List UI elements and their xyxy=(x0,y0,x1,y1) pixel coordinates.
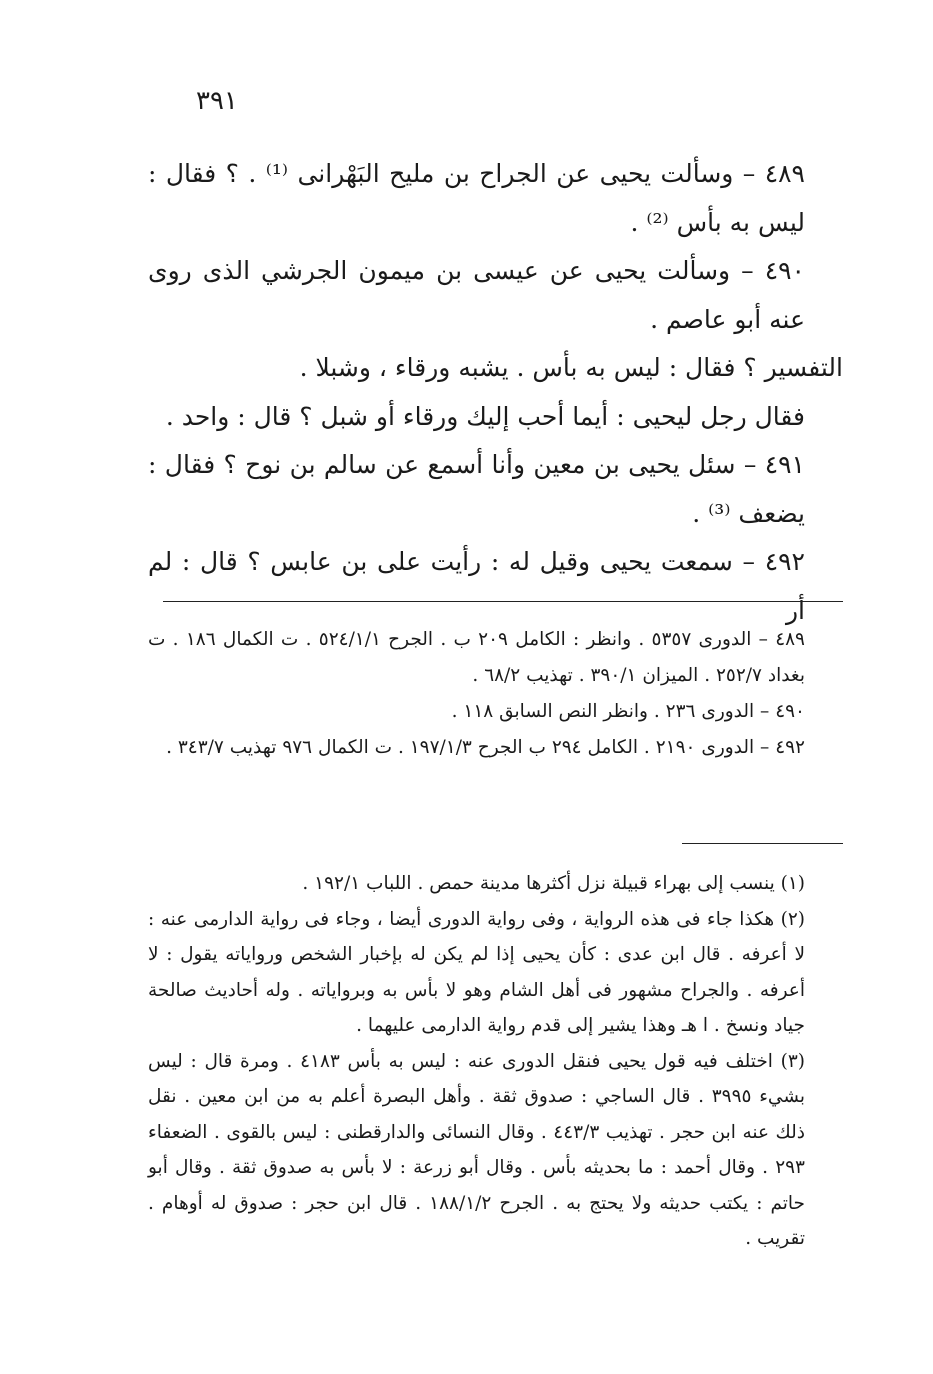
page-number: ٣٩١ xyxy=(196,86,238,116)
entry-491: ٤٩١ – سئل يحيى بن معين وأنا أسمع عن سالم بن نوح ؟ فقال : يضعف ⁽³⁾ . xyxy=(148,450,805,528)
footnote-1: (١) ينسب إلى بهراء قبيلة نزل أكثرها مدينة حمص . اللباب ١٩٢/١ . xyxy=(302,873,805,894)
reference-492: ٤٩٢ – الدورى ٢١٩٠ . الكامل ٢٩٤ ب الجرح ١٩٧/١/٣ . ت الكمال ٩٧٦ تهذيب ٣٤٣/٧ . xyxy=(166,737,805,758)
main-text xyxy=(148,150,843,635)
entry-490: ٤٩٠ – وسألت يحيى عن عيسى بن ميمون الجرشي الذى روى عنه أبو عاصم . xyxy=(148,256,805,334)
footnotes-divider xyxy=(682,843,843,844)
footnote-2: (٢) هكذا جاء فى هذه الرواية ، وفى رواية الدورى أيضا ، وجاء فى رواية الدارمى عنه : لا أعرفه . قال ابن عدى : كأن يحيى إذا لم يكن له بإخبار الشخص ورواياته يقول : لا أعرفه . والجراح مشهور فى أهل الشام وهو لا بأس به وبرواياته . وله أحاديث صالحة جياد ونسخ . ا هـ وهذا يشير إلى قدم رواية الدارمى عليهما . xyxy=(148,908,805,1036)
reference-490: ٤٩٠ – الدورى ٢٣٦ . وانظر النص السابق ١١٨ . xyxy=(451,701,805,722)
footnotes-section xyxy=(148,866,843,1257)
entry-490-question: فقال رجل ليحيى : أيما أحب إليك ورقاء أو شبل ؟ قال : واحد . xyxy=(165,401,805,431)
reference-489: ٤٨٩ – الدورى ٥٣٥٧ . وانظر : الكامل ٢٠٩ ب . الجرح ٥٢٤/١/١ . ت الكمال ١٨٦ . ت بغداد ٢٥٢/٧ . الميزان ٣٩٠/١ . تهذيب ٦٨/٢ . xyxy=(148,629,805,686)
references-section xyxy=(148,622,843,766)
entry-490-continued: التفسير ؟ فقال : ليس به بأس . يشبه ورقاء ، وشبلا . xyxy=(299,353,843,382)
footnote-3: (٣) اختلف فيه قول يحيى فنقل الدورى عنه : ليس به بأس ٤١٨٣ . ومرة قال : ليس بشيء ٣٩٩٥ . قال الساجي : صدوق ثقة . وأهل البصرة أعلم به من ابن معين . نقل ذلك عنه ابن حجر . تهذيب ٤٤٣/٣ . وقال النسائى والدارقطنى : ليس بالقوى . الضعفاء ٢٩٣ . وقال أحمد : ما بحديثه بأس . وقال أبو زرعة : لا بأس به صدوق ثقة . وقال أبو حاتم : يكتب حديثه ولا يحتج به . الجرح ١٨٨/١/٢ . قال ابن حجر : صدوق له أوهام . تقريب . xyxy=(148,1050,805,1249)
entry-489: ٤٨٩ – وسألت يحيى عن الجراح بن مليح البَهْرانى ⁽¹⁾ . ؟ فقال : ليس به بأس ⁽²⁾ . xyxy=(148,159,805,237)
entry-492: ٤٩٢ – سمعت يحيى وقيل له : رأيت على بن عابس ؟ قال : لم أر xyxy=(148,547,805,625)
references-divider xyxy=(163,601,843,602)
